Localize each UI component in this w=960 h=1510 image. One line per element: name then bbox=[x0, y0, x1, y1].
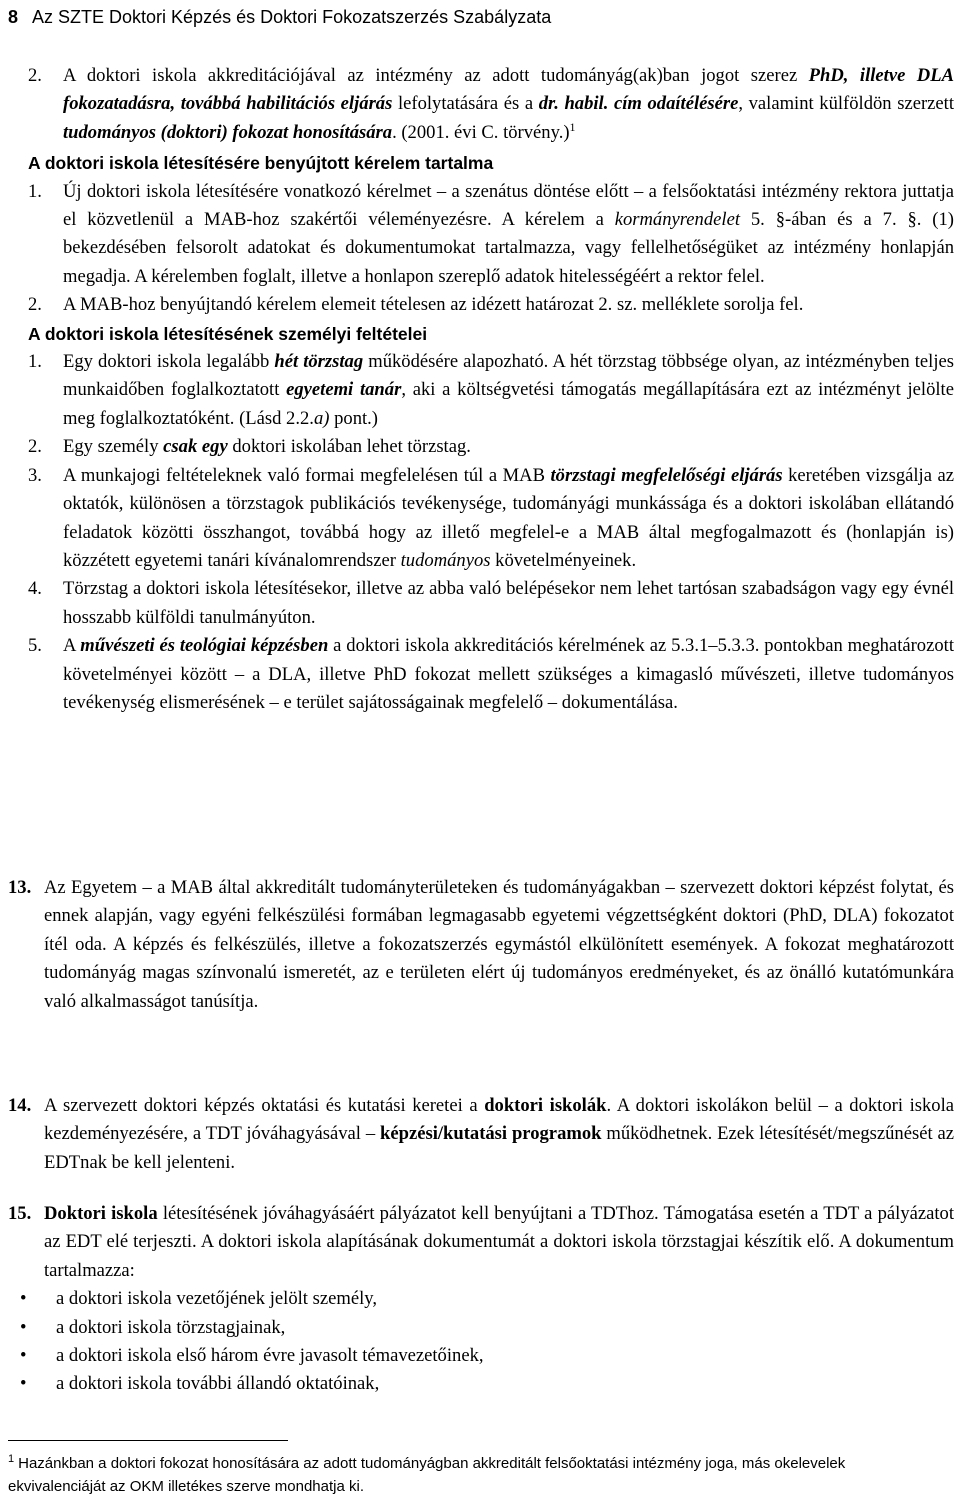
bullet-icon: • bbox=[20, 1316, 27, 1338]
bullet-text: a doktori iskola vezetőjének jelölt személy, bbox=[56, 1288, 377, 1310]
section-heading-personal: A doktori iskola létesítésének személyi feltételei bbox=[28, 323, 428, 344]
bullet-text: a doktori iskola törzstagjainak, bbox=[56, 1316, 286, 1338]
footnote bbox=[8, 1452, 944, 1498]
rule-number: 14. bbox=[8, 1095, 32, 1116]
footnote-text: Hazánkban a doktori fokozat honosítására az adott tudományágban akkreditált felsőoktatási intézmény joga, más okelevelek ekvivalenciáját az OKM illetékes szerve mondhatja ki. bbox=[8, 1455, 846, 1495]
item-marker: 2. bbox=[28, 65, 42, 86]
rule-number: 15. bbox=[8, 1203, 32, 1224]
list-item: 1. Új doktori iskola létesítésére vonatkozó kérelmet – a szenátus döntése előtt – a felsőoktatási intézmény rektora juttatja el közvetlenül a MAB-hoz szakértői véleményezésre. A kérelem a kormányrendelet 5. §-ában és a 7. §. (1) bekezdésében felsorolt adatokat és dokumentumokat tartalmazza, vagy fellelhetőségüket az intézmény honlapján megadja. A kérelemben foglalt, illetve a honlapon szereplő adatok hitelességéért a rektor felel. bbox=[28, 180, 954, 287]
list-item: 5. A művészeti és teológiai képzésben a doktori iskola akkreditációs kérelmének az 5.3.1–5.3.3. pontokban meghatározott követelményei között – a DLA, illetve PhD fokozat mellett szükséges a kimagasló művészeti, illetve tudományos tevékenység elismerésének – e terület sajátosságainak megfelelő – dokumentálása. bbox=[28, 635, 954, 713]
page-number: 8 bbox=[8, 7, 19, 27]
footnote-reference[interactable]: 1 bbox=[569, 119, 576, 134]
bullet-item bbox=[8, 1370, 954, 1398]
bullet-list bbox=[8, 1285, 954, 1399]
document-title: Az SZTE Doktori Képzés és Doktori Fokozatszerzés Szabályzata bbox=[32, 7, 552, 27]
rule-13: 13. Az Egyetem – a MAB által akkreditált tudományterületeken és tudományágakban – szervezett doktori képzést folytat, és ennek alapján, vagy egyéni felkészülési formában legmagasabb egyetemi végzettségként doktori (PhD, DLA) fokozatot ítél oda. A képzés és felkészülés, illetve a fokozatszerzés egymástól elkülönített események. A fokozat meghatározott tudományág magas színvonalú ismeretét, az e területen elért új tudományos eredményeket, és az önálló kutatómunkára való alkalmasságot tanúsítja. bbox=[8, 874, 954, 1016]
list-item: 2. A MAB-hoz benyújtandó kérelem elemeit tételesen az idézett határozat 2. sz. melléklete sorolja fel. bbox=[28, 294, 804, 316]
section-heading-request: A doktori iskola létesítésére benyújtott kérelem tartalma bbox=[28, 153, 494, 174]
bullet-icon: • bbox=[20, 1288, 27, 1310]
footnote-marker: 1 bbox=[8, 1453, 15, 1465]
bullet-icon: • bbox=[20, 1345, 27, 1367]
rule-15: 15. Doktori iskola létesítésének jóváhagyásáért pályázatot kell benyújtani a TDThoz. Támogatása esetén a TDT a pályázatot az EDT elé terjeszti. A doktori iskola alapításának dokumentumát a doktori iskola törzstagjai készítik elő. A dokumentum tartalmazza: • a doktori iskola vezetőjének jelölt személy, • a doktori iskola törzstagjainak, • a doktori iskola első három évre javasolt témavezetőinek, • a doktori iskola további állandó oktatóinak, bbox=[8, 1200, 954, 1399]
bullet-item bbox=[8, 1314, 954, 1342]
footnote-divider bbox=[8, 1440, 288, 1441]
bullet-icon: • bbox=[20, 1373, 27, 1395]
list-item: 4. Törzstag a doktori iskola létesítésekor, illetve az abba való belépésekor nem lehet tartósan szabadságon vagy egy évnél hosszabb külföldi tanulmányúton. bbox=[28, 578, 954, 628]
bullet-text: a doktori iskola első három évre javasolt témavezetőinek, bbox=[56, 1345, 484, 1367]
bullet-text: a doktori iskola további állandó oktatóinak, bbox=[56, 1373, 380, 1395]
rule-number: 13. bbox=[8, 877, 32, 898]
list-item: 3. A munkajogi feltételeknek való formai megfelelésen túl a MAB törzstagi megfelelőségi eljárás keretében vizsgálja az oktatók, különösen a törzstagok publikációs tevékenysége, tudományági munkássága és a doktori iskolában ellátandó feladatok közötti összhangot, továbbá hogy az illető megfelel-e a MAB által megfogalmazott és (honlapján is) közzétett egyetemi tanári kívánalomrendszer tudományos követelményeinek. bbox=[28, 464, 954, 571]
list-item: 1. Egy doktori iskola legalább hét törzstag működésére alapozható. A hét törzstag többsége olyan, az intézményben teljes munkaidőben foglalkoztatott egyetemi tanár, aki a költségvetési támogatás megállapítására ezt az intézményt jelölte meg foglalkoztatóként. (Lásd 2.2.a) pont.) bbox=[28, 351, 954, 429]
bullet-item bbox=[8, 1342, 954, 1370]
running-header bbox=[8, 6, 551, 28]
bullet-item bbox=[8, 1285, 954, 1313]
list-item: 2. Egy személy csak egy doktori iskolában lehet törzstag. bbox=[28, 436, 471, 458]
rule-14: 14. A szervezett doktori képzés oktatási és kutatási keretei a doktori iskolák. A doktori iskolákon belül – a doktori iskola kezdeményezésére, a TDT jóváhagyásával – képzési/kutatási programok működhetnek. Ezek létesítését/megszűnését az EDTnak be kell jelenteni. bbox=[8, 1092, 954, 1177]
intro-paragraph: 2. A doktori iskola akkreditációjával az intézmény az adott tudományág(ak)ban jogot szerez PhD, illetve DLA fokozatadásra, továbbá habilitációs eljárás lefolytatására és a dr. habil. cím odaítélésére, valamint külföldön szerzett tudományos (doktori) fokozat honosítására. (2001. évi C. törvény.)$^1$ A doktori iskola létesítésére benyújtott kérelem tartalma 1. Új doktori iskola létesítésére vonatkozó kérelmet – a szenátus döntése előtt – a felsőoktatási intézmény rektora juttatja el közvetlenül a MAB-hoz szakértői véleményezésre. A kérelem a kormányrendelet 5. §-ában és a 7. §. (1) bekezdésében felsorolt adatokat és dokumentumokat tartalmazza, vagy fellelhetőségüket az intézmény honlapján megadja. A kérelemben foglalt, illetve a honlapon szereplő adatok hitelességéért a rektor felel. 2. A MAB-hoz benyújtandó kérelem elemeit tételesen az idézett határozat 2. sz. melléklete sorolja fel. A doktori iskola létesítésének személyi feltételei 1. Egy doktori iskola legalább hét törzstag működésére alapozható. A hét törzstag többsége olyan, az intézményben teljes munkaidőben foglalkoztatott egyetemi tanár, aki a költségvetési támogatás megállapítására ezt az intézményt jelölte meg foglalkoztatóként. (Lásd 2.2.a) pont.) 2. Egy személy csak egy doktori iskolában lehet törzstag. 3. A munkajogi feltételeknek való formai megfelelésen túl a MAB törzstagi megfelelőségi eljárás keretében vizsgálja az oktatók, különösen a törzstagok publikációs tevékenysége, tudományági munkássága és a doktori iskolában ellátandó feladatok közötti összhangot, továbbá hogy az illető megfelel-e a MAB által megfogalmazott és (honlapján is) közzétett egyetemi tanári kívánalomrendszer tudományos követelményeinek. 4. Törzstag a doktori iskola létesítésekor, illetve az abba való belépésekor nem lehet tartósan szabadságon vagy egy évnél hosszabb külföldi tanulmányúton. 5. A művészeti és teológiai képzésben a doktori iskola akkreditációs kérelmének az 5.3.1–5.3.3. pontokban meghatározott követelményei között – a DLA, illetve PhD fokozat mellett szükséges a kimagasló művészeti, illetve tudományos tevékenység elismerésének – e terület sajátosságainak megfelelő – dokumentálása. bbox=[28, 62, 954, 717]
